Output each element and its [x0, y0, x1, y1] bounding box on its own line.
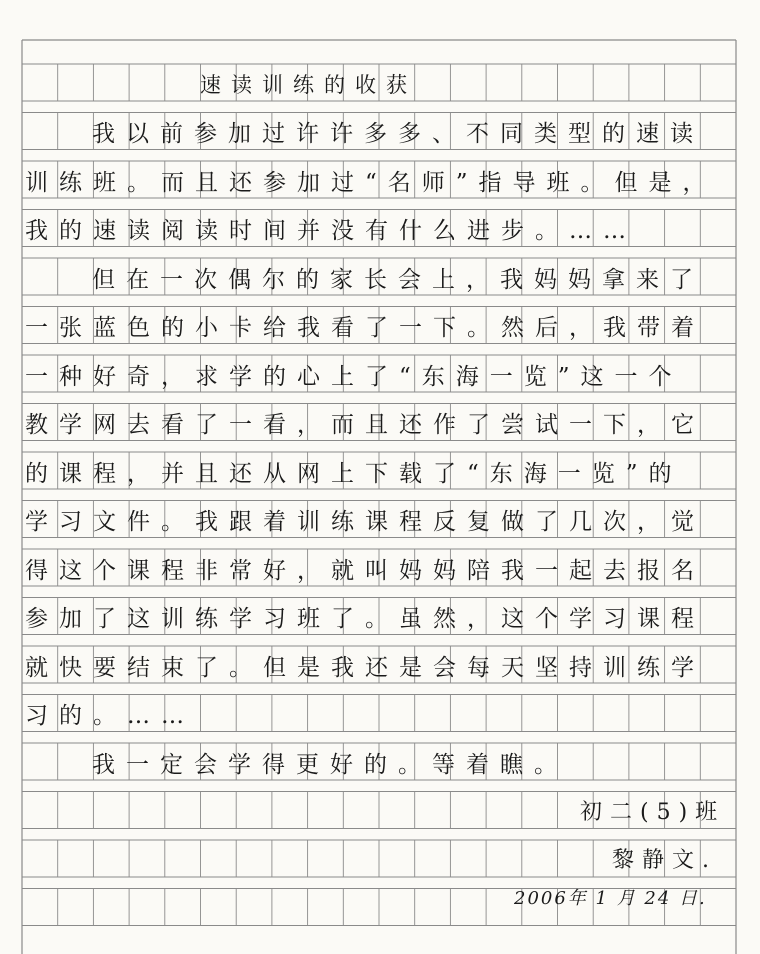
- essay-line: 学习文件。我跟着训练课程反复做了几次，觉: [25, 509, 705, 535]
- essay-line: 教学网去看了一看，而且还作了尝试一下，它: [25, 412, 705, 438]
- essay-line: 但在一次偶尔的家长会上，我妈妈拿来了: [92, 267, 704, 293]
- essay-line: 训练班。而且还参加过“名师”指导班。但是，: [25, 170, 717, 196]
- essay-line: 我的速读阅读时间并没有什么进步。……: [25, 218, 637, 244]
- essay-line: 参加了这训练学习班了。虽然，这个学习课程: [25, 606, 705, 632]
- essay-line: 我一定会学得更好的。等着瞧。: [92, 752, 568, 778]
- essay-line: 就快要结束了。但是我还是会每天坚持训练学: [25, 655, 705, 681]
- essay-date: 2006年 1 月 24 日.: [514, 888, 707, 909]
- author-name: 黎静文.: [612, 848, 717, 873]
- essay-line: 的课程，并且还从网上下载了“东海一览”的: [25, 461, 683, 487]
- essay-title: 速读训练的收获: [200, 73, 417, 97]
- class-label: 初二(5)班: [580, 800, 726, 825]
- essay-line: 习的。……: [25, 703, 195, 729]
- essay-line: 一张蓝色的小卡给我看了一下。然后，我带着: [25, 315, 705, 341]
- essay-line: 一种好奇，求学的心上了“东海一览”这一个: [25, 364, 683, 390]
- essay-line: 得这个课程非常好，就叫妈妈陪我一起去报名: [25, 558, 705, 584]
- essay-line: 我以前参加过许许多多、不同类型的速读: [92, 121, 704, 147]
